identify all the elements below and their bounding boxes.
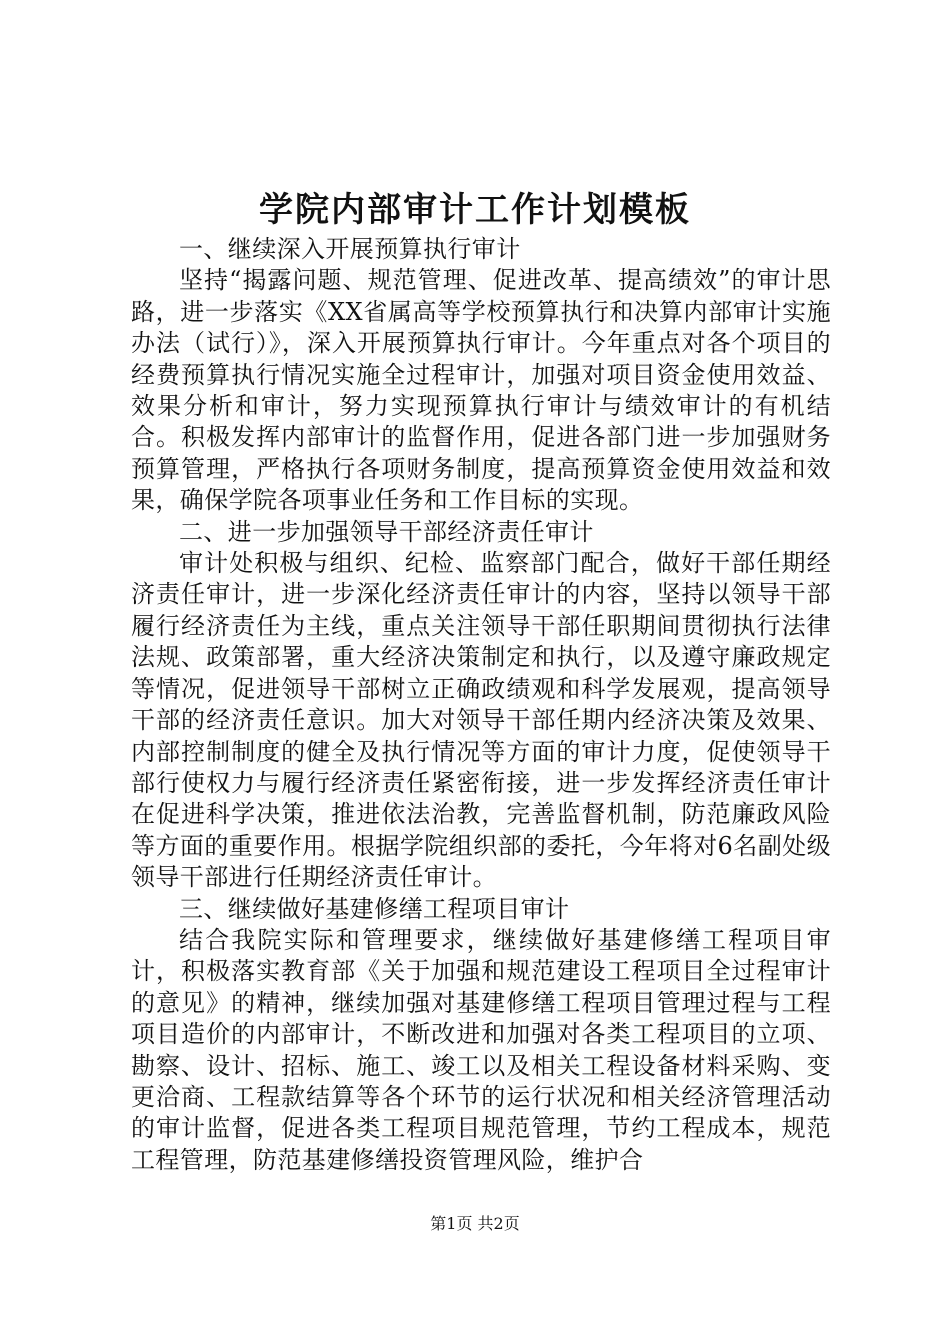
section-paragraph-1: 坚持“揭露问题、规范管理、促进改革、提高绩效”的审计思路，进一步落实《XX省属高等学校预算执行和决算内部审计实施办法（试行）》，深入开展预算执行审计。今年重点对各个项目的经费预算执行情况实施全过程审计，加强对项目资金使用效益、效果分析和审计，努力实现预算执行审计与绩效审计的有机结合。积极发挥内部审计的监督作用，促进各部门进一步加强财务预算管理，严格执行各项财务制度，提高预算资金使用效益和效果，确保学院各项事业任务和工作目标的实现。	[131, 266, 831, 515]
section-paragraph-2: 审计处积极与组织、纪检、监察部门配合，做好干部任期经济责任审计，进一步深化经济责任审计的内容，坚持以领导干部履行经济责任为主线，重点关注领导干部任职期间贯彻执行法律法规、政策部署，重大经济决策制定和执行，以及遵守廉政规定等情况，促进领导干部树立正确政绩观和科学发展观，提高领导干部的经济责任意识。加大对领导干部任期内经济决策及效果、内部控制制度的健全及执行情况等方面的审计力度，促使领导干部行使权力与履行经济责任紧密衔接，进一步发挥经济责任审计在促进科学决策，推进依法治教，完善监督机制，防范廉政风险等方面的重要作用。根据学院组织部的委托，今年将对6名副处级领导干部进行任期经济责任审计。	[131, 549, 831, 892]
section-heading-1: 一、继续深入开展预算执行审计	[179, 235, 521, 263]
section-paragraph-3: 结合我院实际和管理要求，继续做好基建修缮工程项目审计，积极落实教育部《关于加强和规范建设工程项目全过程审计的意见》的精神，继续加强对基建修缮工程项目管理过程与工程项目造价的内部审计，不断改进和加强对各类工程项目的立项、勘察、设计、招标、施工、竣工以及相关工程设备材料采购、变更洽商、工程款结算等各个环节的运行状况和相关经济管理活动的审计监督，促进各类工程项目规范管理，节约工程成本，规范工程管理，防范基建修缮投资管理风险，维护合	[131, 925, 831, 1174]
section-heading-2: 二、进一步加强领导干部经济责任审计	[179, 517, 594, 546]
section-heading-3: 三、继续做好基建修缮工程项目审计	[179, 894, 570, 923]
page-number: 第1页 共2页	[430, 1214, 520, 1233]
document-body	[131, 234, 831, 1176]
document-title: 学院内部审计工作计划模板	[259, 190, 691, 230]
